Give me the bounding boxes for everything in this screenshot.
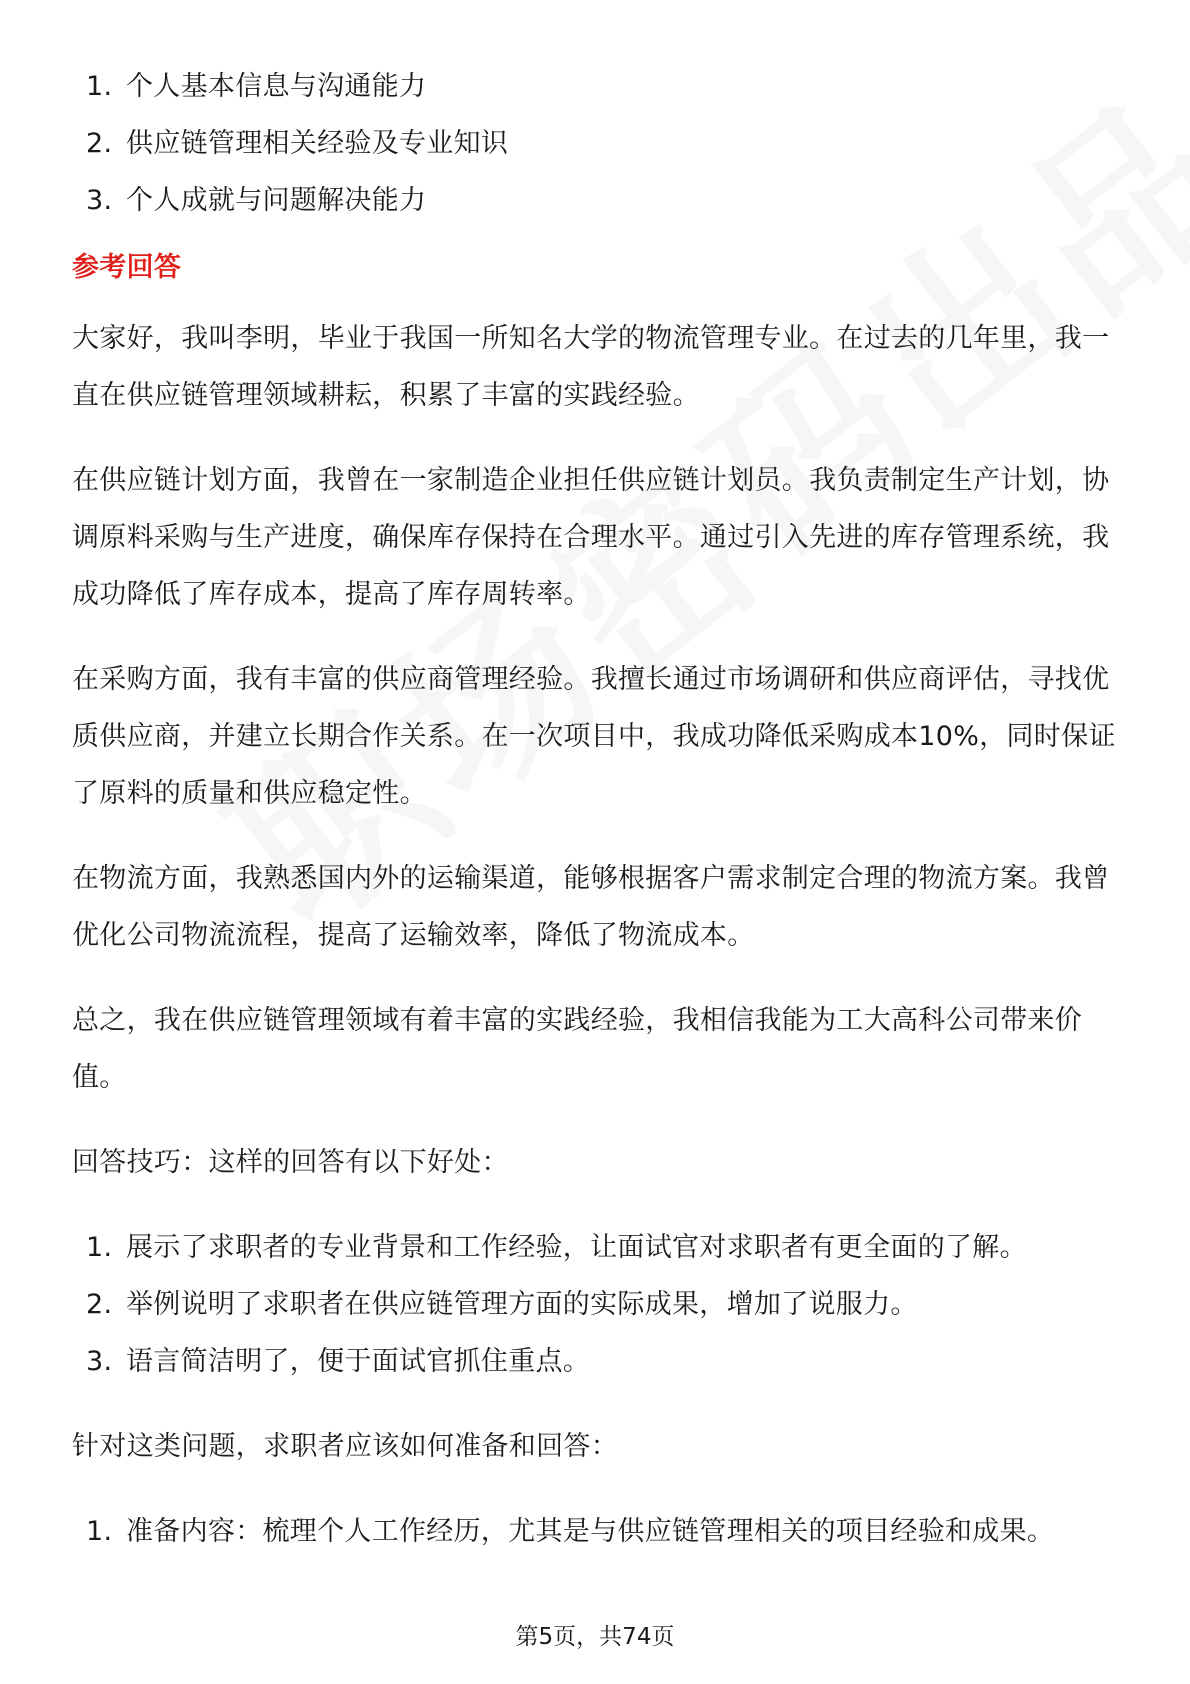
answer-paragraph: 在供应链计划方面，我曾在一家制造企业担任供应链计划员。我负责制定生产计划，协调原料采购与生产进度，确保库存保持在合理水平。通过引入先进的库存管理系统，我成功降低了库存成本，提高了库存周转率。 — [72, 465, 1110, 610]
prep-intro: 针对这类问题，求职者应该如何准备和回答： — [72, 1431, 618, 1462]
tips-list — [72, 1219, 1122, 1390]
prep-list — [72, 1503, 1122, 1560]
answer-paragraph: 在物流方面，我熟悉国内外的运输渠道，能够根据客户需求制定合理的物流方案。我曾优化公司物流流程，提高了运输效率，降低了物流成本。 — [72, 863, 1110, 951]
tips-intro: 回答技巧：这样的回答有以下好处： — [72, 1147, 509, 1178]
list-item — [72, 115, 1122, 172]
list-number: 3. — [86, 1346, 113, 1377]
answer-paragraph: 大家好，我叫李明，毕业于我国一所知名大学的物流管理专业。在过去的几年里，我一直在供应链管理领域耕耘，积累了丰富的实践经验。 — [72, 323, 1110, 411]
list-item — [72, 1333, 1122, 1390]
list-number: 2. — [86, 128, 113, 159]
list-item — [72, 172, 1122, 229]
list-text: 展示了求职者的专业背景和工作经验，让面试官对求职者有更全面的了解。 — [126, 1232, 1027, 1263]
page-content — [72, 58, 1122, 1588]
page-footer: 第5页，共74页 — [515, 1624, 675, 1650]
answer-paragraph: 总之，我在供应链管理领域有着丰富的实践经验，我相信我能为工大高科公司带来价值。 — [72, 1005, 1083, 1093]
list-item — [72, 1503, 1122, 1560]
list-item — [72, 58, 1122, 115]
list-number: 1. — [86, 1232, 113, 1263]
answer-paragraph: 在采购方面，我有丰富的供应商管理经验。我擅长通过市场调研和供应商评估，寻找优质供应商，并建立长期合作关系。在一次项目中，我成功降低采购成本10%，同时保证了原料的质量和供应稳定性。 — [72, 664, 1116, 809]
topic-list — [72, 58, 1122, 229]
list-number: 3. — [86, 185, 113, 216]
section-title: 参考回答 — [72, 252, 182, 283]
list-text: 个人成就与问题解决能力 — [126, 185, 427, 216]
list-item — [72, 1276, 1122, 1333]
list-number: 1. — [86, 71, 113, 102]
list-number: 1. — [86, 1516, 113, 1547]
list-number: 2. — [86, 1289, 113, 1320]
list-text: 举例说明了求职者在供应链管理方面的实际成果，增加了说服力。 — [126, 1289, 918, 1320]
list-text: 个人基本信息与沟通能力 — [126, 71, 427, 102]
list-item — [72, 1219, 1122, 1276]
list-text: 供应链管理相关经验及专业知识 — [126, 128, 509, 159]
list-text: 准备内容：梳理个人工作经历，尤其是与供应链管理相关的项目经验和成果。 — [126, 1516, 1055, 1547]
list-text: 语言简洁明了，便于面试官抓住重点。 — [126, 1346, 591, 1377]
